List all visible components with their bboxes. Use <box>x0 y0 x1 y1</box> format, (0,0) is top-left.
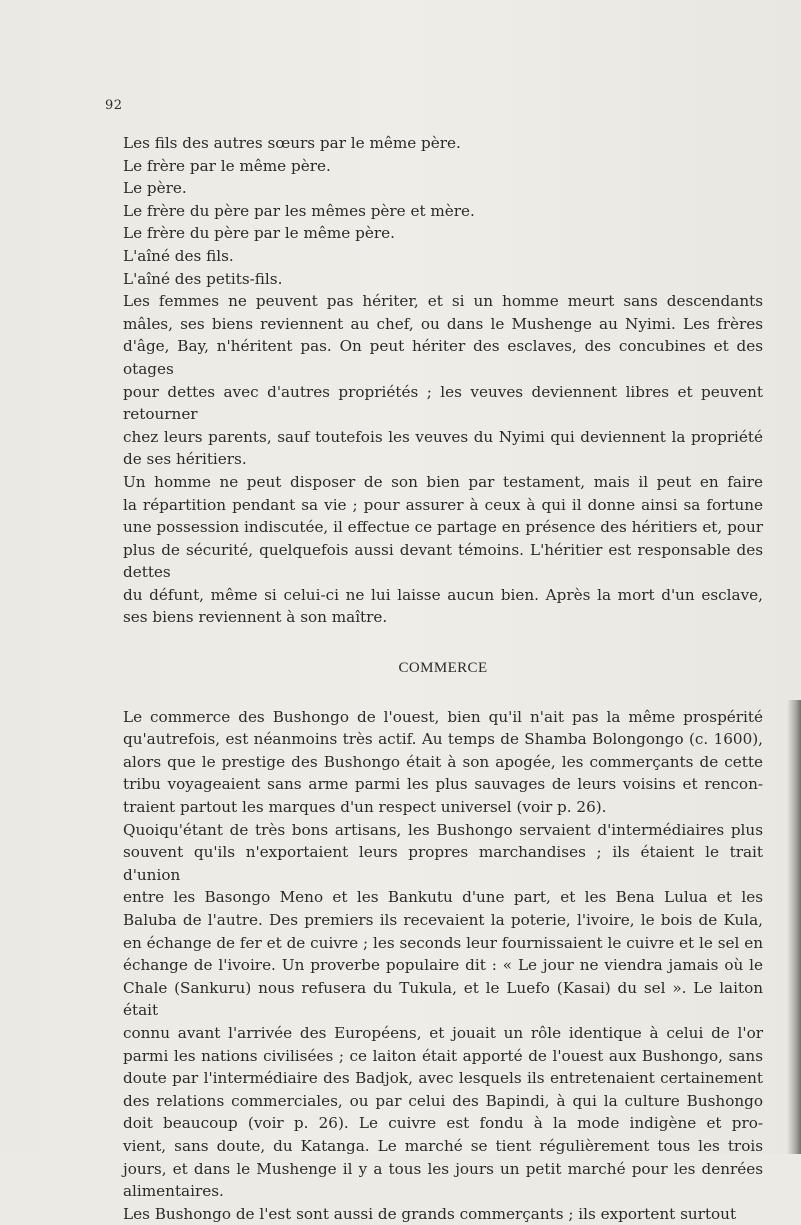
text-line: Les Bushongo de l'est sont aussi de grands commerçants ; ils exportent surtout <box>123 1204 737 1223</box>
text-line: Chale (Sankuru) nous refusera du Tukula, et le Luefo (Kasai) du sel ». Le laiton était <box>123 978 763 1020</box>
text-line: Le frère du père par les mêmes père et mère. <box>123 201 475 220</box>
text-line: en échange de fer et de cuivre ; les seconds leur fournissaient le cuivre et le sel en <box>123 933 763 952</box>
text-line: parmi les nations civilisées ; ce laiton était apporté de l'ouest aux Bushongo, sans <box>123 1046 763 1065</box>
text-line: Le commerce des Bushongo de l'ouest, bien qu'il n'ait pas la même prospérité <box>123 707 763 726</box>
text-line: Le frère du père par le même père. <box>123 224 395 243</box>
page-edge-shadow <box>787 700 801 1154</box>
text-line: souvent qu'ils n'exportaient leurs propres marchandises ; ils étaient le trait d'union <box>123 843 763 884</box>
paragraph-testament <box>123 471 763 629</box>
text-line: entre les Basongo Meno et les Bankutu d'une part, et les Bena Lulua et les <box>123 888 763 907</box>
text-line: Le frère par le même père. <box>123 156 331 175</box>
text-line: L'aîné des fils. <box>123 246 234 265</box>
text-line: chez leurs parents, sauf toutefois les veuves du Nyimi qui deviennent la propriété <box>123 427 763 446</box>
text-line: pour dettes avec d'autres propriétés ; les veuves deviennent libres et peuvent retourner <box>123 382 763 424</box>
text-line: Baluba de l'autre. Des premiers ils recevaient la poterie, l'ivoire, le bois de Kula, <box>123 911 763 929</box>
text-line: ses biens reviennent à son maître. <box>123 608 388 627</box>
body-text <box>123 132 763 1225</box>
text-line: échange de l'ivoire. Un proverbe populaire dit : « Le jour ne viendra jamais où le <box>123 956 763 975</box>
paragraph-inheritance <box>123 290 763 471</box>
text-line: Le père. <box>123 179 187 198</box>
text-line: Un homme ne peut disposer de son bien par testament, mais il peut en faire <box>123 472 763 491</box>
text-line: des relations commerciales, ou par celui des Bapindi, à qui la culture Bushongo <box>123 1091 763 1110</box>
text-line: du défunt, même si celui-ci ne lui laisse aucun bien. Après la mort d'un esclave, <box>123 585 763 604</box>
text-line: la répartition pendant sa vie ; pour assurer à ceux à qui il donne ainsi sa fortune <box>123 495 763 514</box>
text-line: qu'autrefois, est néanmoins très actif. Au temps de Shamba Bolongongo (c. 1600), <box>123 730 763 749</box>
text-line: Les femmes ne peuvent pas hériter, et si un homme meurt sans descendants <box>123 292 763 311</box>
text-line: Les fils des autres sœurs par le même père. <box>123 134 461 152</box>
text-line: Quoiqu'étant de très bons artisans, les Bushongo servaient d'intermédiaires plus <box>123 820 763 839</box>
text-line: une possession indiscutée, il effectue ce partage en présence des héritiers et, pour <box>123 518 763 537</box>
paragraph-intermediaries <box>123 819 763 1203</box>
text-line: mâles, ses biens reviennent au chef, ou dans le Mushenge au Nyimi. Les frères <box>123 314 763 333</box>
text-line: tribu voyageaient sans arme parmi les plus sauvages de leurs voisins et rencon- <box>123 775 763 794</box>
text-line: doute par l'intermédiaire des Badjok, avec lesquels ils entretenaient certainement <box>123 1069 763 1088</box>
text-line: traient partout les marques d'un respect universel (voir p. 26). <box>123 798 607 817</box>
text-line: alors que le prestige des Bushongo était à son apogée, les commerçants de cette <box>123 752 763 771</box>
kinship-list <box>123 132 763 290</box>
text-line: L'aîné des petits-fils. <box>123 269 283 288</box>
text-line: doit beaucoup (voir p. 26). Le cuivre est fondu à la mode indigène et pro- <box>123 1114 763 1133</box>
section-heading: COMMERCE <box>398 660 488 677</box>
text-line: connu avant l'arrivée des Européens, et jouait un rôle identique à celui de l'or <box>123 1023 763 1042</box>
text-line: d'âge, Bay, n'héritent pas. On peut hériter des esclaves, des concubines et des otages <box>123 337 763 378</box>
text-line: de ses héritiers. <box>123 450 247 469</box>
paragraph-commerce-east <box>123 1203 763 1225</box>
text-line: jours, et dans le Mushenge il y a tous les jours un petit marché pour les denrées <box>123 1159 763 1178</box>
page-number: 92 <box>105 98 123 113</box>
text-line: plus de sécurité, quelquefois aussi devant témoins. L'héritier est responsable des dettes <box>123 540 763 582</box>
paragraph-commerce-west <box>123 706 763 819</box>
text-line: vient, sans doute, du Katanga. Le marché se tient régulièrement tous les trois <box>123 1136 763 1155</box>
text-line: alimentaires. <box>123 1182 224 1201</box>
